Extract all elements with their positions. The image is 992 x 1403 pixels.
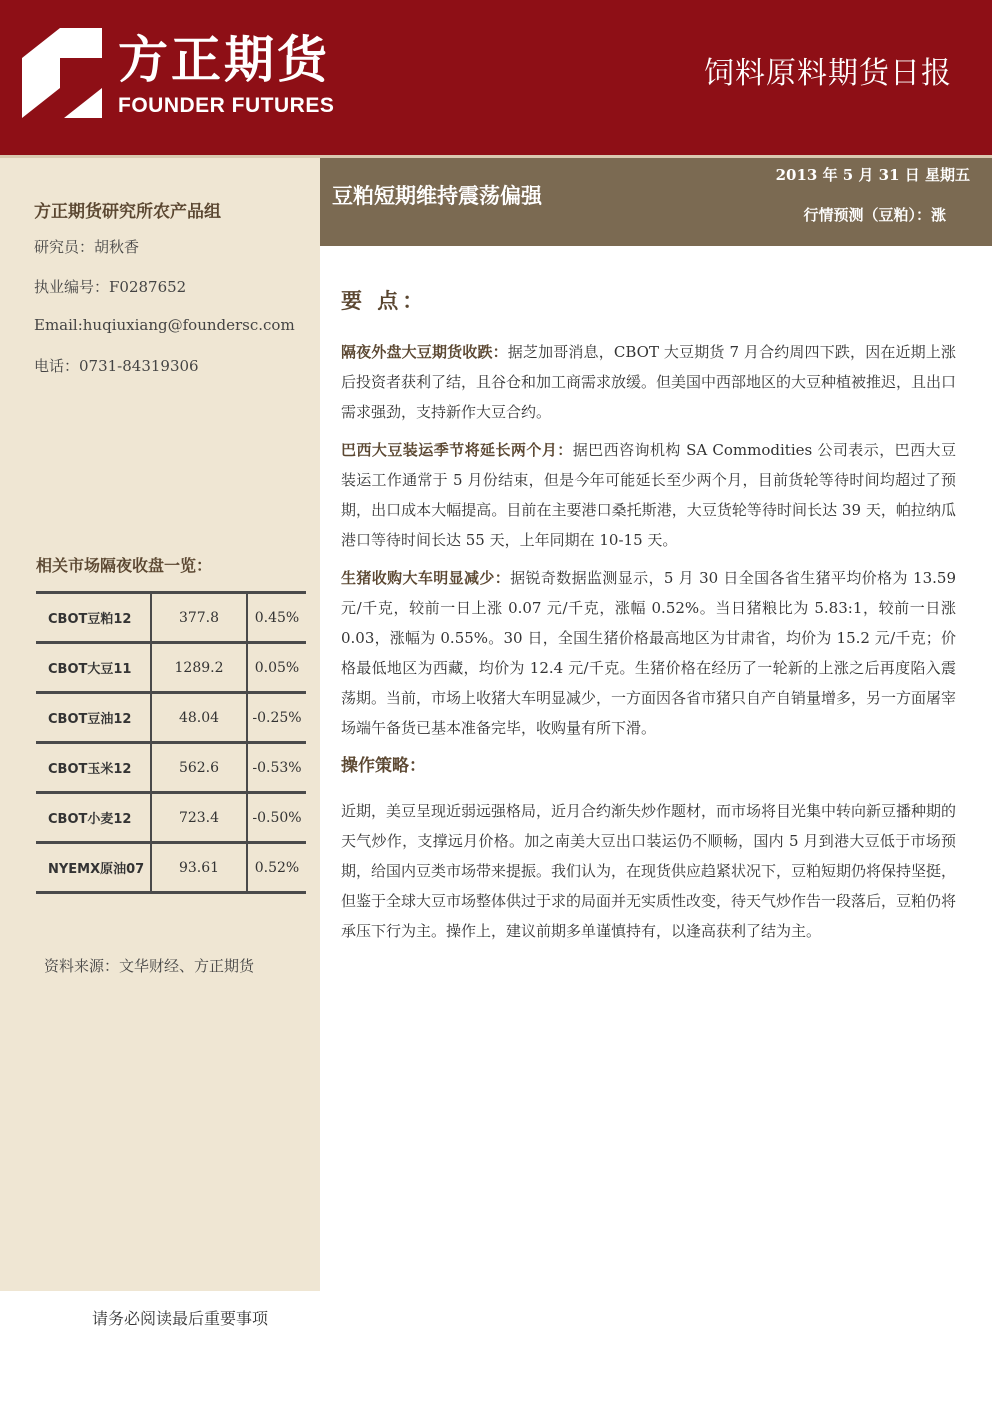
close-price: 562.6	[151, 743, 247, 793]
market-table-title: 相关市场隔夜收盘一览：	[36, 556, 213, 575]
brand-name-cn: 方正期货	[118, 31, 330, 89]
key-point-lead: 巴西大豆装运季节将延长两个月：	[341, 441, 573, 459]
key-points-heading: 要 点：	[341, 289, 428, 313]
close-price: 723.4	[151, 793, 247, 843]
price-change: -0.50%	[247, 793, 306, 843]
contract-name: CBOT玉米12	[36, 743, 151, 793]
report-date: 2013 年 5 月 31 日 星期五	[775, 166, 970, 184]
table-row	[36, 693, 306, 743]
contract-name: CBOT豆粕12	[36, 593, 151, 643]
contract-name: CBOT小麦12	[36, 793, 151, 843]
strategy-paragraph: 近期，美豆呈现近弱远强格局，近月合约渐失炒作题材，而市场将目光集中转向新豆播种期的天气炒作，支撑远月价格。加之南美大豆出口装运仍不顺畅，国内 5 月到港大豆低于市场预期，给国内豆类市场带来提振。我们认为，在现货供应趋紧状况下，豆粕短期仍将保持坚挺，但鉴于全球大豆市场整体供过于求的局面并无实质性改变，待天气炒作告一段落后，豆粕仍将承压下行为主。操作上，建议前期多单谨慎持有，以逢高获利了结为主。	[341, 802, 957, 940]
close-price: 1289.2	[151, 643, 247, 693]
price-change: 0.05%	[247, 643, 306, 693]
key-point-lead: 生猪收购大车明显减少：	[341, 569, 511, 587]
key-point-paragraph	[341, 435, 956, 555]
contract-name: CBOT豆油12	[36, 693, 151, 743]
close-price: 48.04	[151, 693, 247, 743]
market-close-table	[36, 591, 306, 894]
founder-logo-icon	[22, 28, 102, 118]
key-point-lead: 隔夜外盘大豆期货收跌：	[341, 343, 508, 361]
subheader-bar	[320, 158, 992, 246]
table-row	[36, 793, 306, 843]
key-point-paragraph	[341, 337, 956, 427]
contract-name: CBOT大豆11	[36, 643, 151, 693]
price-change: 0.45%	[247, 593, 306, 643]
price-change: -0.53%	[247, 743, 306, 793]
key-point-paragraph	[341, 563, 956, 743]
footer-disclaimer-note: 请务必阅读最后重要事项	[92, 1309, 269, 1328]
table-row	[36, 743, 306, 793]
price-change: -0.25%	[247, 693, 306, 743]
table-row	[36, 643, 306, 693]
contract-name: NYEMX原油07	[36, 843, 151, 893]
report-title: 饲料原料期货日报	[704, 56, 952, 91]
brand-name-en: FOUNDER FUTURES	[118, 94, 335, 117]
license-number: 执业编号：F0287652	[34, 278, 187, 296]
strategy-heading: 操作策略：	[341, 756, 426, 776]
key-point-text: 据芝加哥消息，CBOT 大豆期货 7 月合约周四下跌，因在近期上涨后投资者获利了结，且谷仓和加工商需求放缓。但美国中西部地区的大豆种植被推迟，且出口需求强劲，支持新作大豆合约。	[341, 343, 957, 421]
market-forecast: 行情预测（豆粕）：涨	[803, 206, 946, 224]
table-row	[36, 593, 306, 643]
close-price: 93.61	[151, 843, 247, 893]
contact-phone: 电话：0731-84319306	[34, 357, 199, 375]
research-group: 方正期货研究所农产品组	[34, 202, 221, 222]
table-row	[36, 843, 306, 893]
data-source: 资料来源：文华财经、方正期货	[44, 957, 255, 975]
researcher-name: 研究员：胡秋香	[34, 238, 140, 256]
close-price: 377.8	[151, 593, 247, 643]
key-point-text: 据锐奇数据监测显示，5 月 30 日全国各省生猪平均价格为 13.59 元/千克，较前一日上涨 0.07 元/千克，涨幅 0.52%。当日猪粮比为 5.83:1，较前一日涨 0.03，涨幅为 0.55%。30 日，全国生猪价格最高地区为甘肃省，均价为 15.2 元/千克；价格最低地区为西藏，均价为 12.4 元/千克。生猪价格在经历了一轮新的上涨之后再度陷入震荡期。当前，市场上收猪大车明显减少，一方面因各省市猪只自产自销量增多，另一方面屠宰场端午备货已基本准备完毕，收购量有所下滑。	[341, 569, 957, 737]
main-content	[341, 285, 956, 954]
report-headline: 豆粕短期维持震荡偏强	[332, 184, 542, 208]
price-change: 0.52%	[247, 843, 306, 893]
report-header	[0, 0, 992, 155]
key-point-text: 据巴西咨询机构 SA Commodities 公司表示，巴西大豆装运工作通常于 5 月份结束，但是今年可能延长至少两个月，目前货轮等待时间均超过了预期，出口成本大幅提高。目前在主要港口桑托斯港，大豆货轮等待时间长达 39 天，帕拉纳瓜港口等待时间长达 55 天，上年同期在 10-15 天。	[341, 441, 956, 549]
contact-email: Email:huqiuxiang@foundersc.com	[34, 316, 295, 334]
